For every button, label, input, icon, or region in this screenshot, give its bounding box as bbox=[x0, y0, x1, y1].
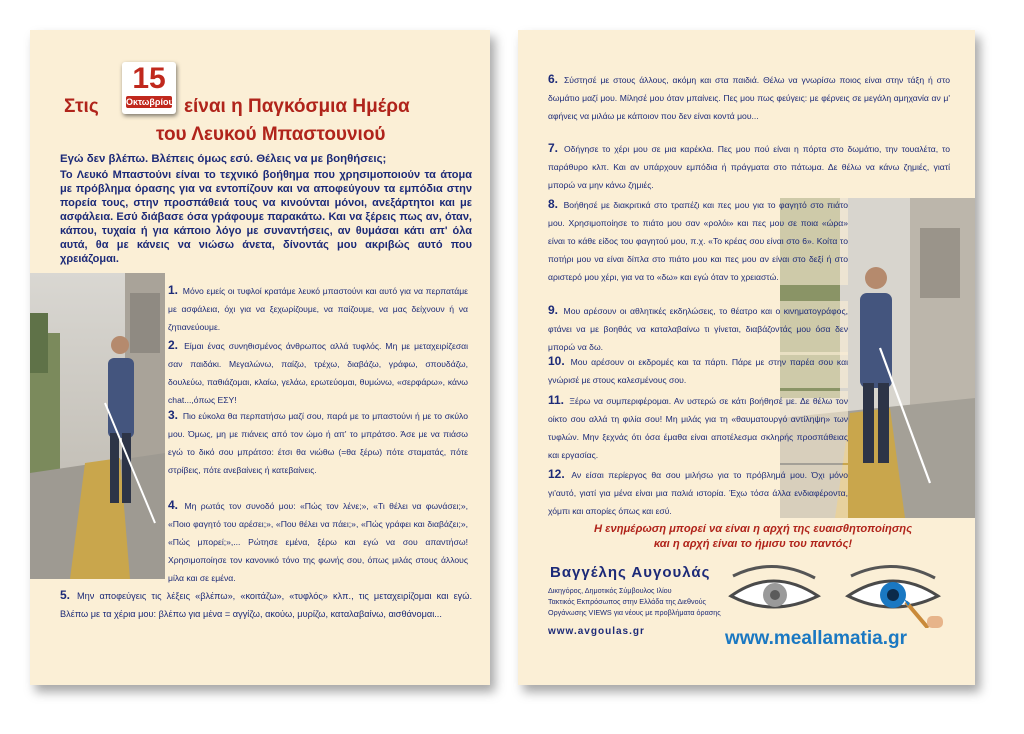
item-number: 7. bbox=[548, 141, 559, 155]
author-line-2: Τακτικός Εκπρόσωπος στην Ελλάδα της Διεθνούς bbox=[548, 597, 706, 606]
eyes-icon bbox=[723, 558, 963, 628]
item-number: 1. bbox=[168, 283, 179, 297]
right-item-9 bbox=[548, 301, 848, 355]
intro-question: Εγώ δεν βλέπω. Βλέπεις όμως εσύ. Θέλεις να με βοηθήσεις; bbox=[60, 153, 387, 165]
left-item-4 bbox=[168, 496, 468, 586]
author-line-1: Δικηγόρος, Δημοτικός Σύμβουλος Ιλίου bbox=[548, 586, 672, 595]
item-text: Είμαι ένας συνηθισμένος άνθρωπος αλλά τυφλός. Μη με μεταχειρίζεσαι σαν παιδάκι. Μεγαλώνω, παίζω, τρέχω, διαβάζω, γράφω, σπουδάζω, δουλεύω, παθιάζομαι, κλαίω, γελάω, ερωτεύομαι, θυμώνω, «σερφάρω», κάνω chat...,όπως ΕΣΥ! bbox=[168, 341, 469, 405]
item-text: Μην αποφεύγεις τις λέξεις «βλέπω», «κοιτάζω», «τυφλός» κλπ., τις μεταχειρίζομαι και εγώ. Βλέπω με τα χέρια μου: βλέπω για μένα = αγγίζω, ακούω, μυρίζω, καταλαβαίνω, αισθάνομαι... bbox=[60, 591, 472, 619]
right-item-10 bbox=[548, 352, 848, 388]
item-text: Αν είσαι περίεργος θα σου μιλήσω για το πρόβλημά μου. Όχι μόνο γι'αυτό, γιατί για μένα είναι μια παλιά ιστορία. Έχω τόσα άλλα ενδιαφέροντα, χόμπι και απορίες όπως και εσύ. bbox=[548, 470, 849, 516]
calendar-month: Οκτωβρίου bbox=[126, 97, 174, 107]
item-text: Μου αρέσουν οι εκδρομές και τα πάρτι. Πάρε με στην παρέα σου και γνώρισέ με στους καλεσμένους σου. bbox=[548, 357, 848, 385]
right-item-7 bbox=[548, 139, 950, 193]
left-page bbox=[30, 30, 490, 685]
right-page bbox=[518, 30, 975, 685]
right-item-6 bbox=[548, 70, 950, 124]
item-number: 10. bbox=[548, 354, 565, 368]
left-item-2 bbox=[168, 336, 468, 408]
quote-line-1: Η ενημέρωση μπορεί να είναι η αρχή της ευαισθητοποίησης bbox=[593, 523, 913, 535]
item-text: Βοήθησέ με διακριτικά στο τραπέζι και πες μου για το φαγητό στο πιάτο μου. Χρησιμοποίησε το πιάτο μου σαν «ρολόι» και πες μου σε ποια «ώρα» είναι το κάθε είδος του φαγητού μου, π.χ. «Το κρέας σου είναι στο 6». Κοίτα το ποτήρι μου να είναι δίπλα στο πιάτο μου και πες μου αν είναι στο δεξί ή στο αριστερό μου χέρι, για να το «δω» και εγώ όταν το χρειαστώ. bbox=[548, 200, 849, 282]
intro-body: Το Λευκό Μπαστούνι είναι το τεχνικό βοήθημα που χρησιμοποιούν τα άτομα με πρόβλημα όρασης για να εντοπίζουν και να αποφεύγουν τα εμπόδια στην πορεία τους, στην προσπάθειά τους να κινούνται μόνοι, ανεξάρτητοι και με ασφάλεια. Εσύ διάβασε όσα γράφουμε παρακάτω. Και να ξέρεις πως αν, όταν, κάπου, τυχαία ή για κάποιο λόγο με συναντήσεις, αν θυμάσαι κάτι απ' όλα αυτά, θα με κάνεις να νιώσω άνετα, δίνοντάς μου ακριβώς αυτό που χρειάζομαι. bbox=[60, 169, 472, 265]
item-number: 11. bbox=[548, 393, 565, 407]
author-block bbox=[548, 564, 748, 637]
right-item-12 bbox=[548, 465, 848, 519]
item-number: 6. bbox=[548, 72, 559, 86]
left-item-3 bbox=[168, 406, 468, 478]
man-with-white-cane-photo bbox=[30, 273, 165, 579]
calendar-day: 15 bbox=[132, 62, 166, 95]
item-number: 5. bbox=[60, 588, 71, 602]
quote-line-2: και η αρχή είναι το ήμισυ του παντός! bbox=[653, 538, 853, 550]
item-number: 3. bbox=[168, 408, 179, 422]
right-item-8 bbox=[548, 195, 848, 285]
left-item-1 bbox=[168, 281, 468, 335]
author-site-link[interactable]: www.avgoulas.gr bbox=[548, 626, 645, 637]
meallamatia-logo bbox=[723, 558, 963, 653]
item-number: 9. bbox=[548, 303, 559, 317]
item-text: Μόνο εμείς οι τυφλοί κρατάμε λευκό μπαστούνι και αυτό για να περπατάμε με ασφάλεια, όχι για να ξεχωρίζουμε, να παίζουμε, να μας δείχνουν ή να ζητιανεύουμε. bbox=[168, 286, 468, 332]
logo-url-link[interactable]: www.meallamatia.gr bbox=[725, 628, 907, 649]
item-text: Οδήγησε το χέρι μου σε μια καρέκλα. Πες μου πού είναι η πόρτα στο δωμάτιο, την τουαλέτα, το παράθυρο κλπ. Και αν υπάρχουν εμπόδια ή πράγματα στο πάτωμα. Δε θέλω να κάνω ζημιές, γιατί μπορώ να μην κάνω ζημιές. bbox=[548, 144, 950, 190]
item-text: Μου αρέσουν οι αθλητικές εκδηλώσεις, το θέατρο και ο κινηματογράφος, φτάνει να με βοηθάς να καταλαβαίνω τι γίνεται, διαβάζοντάς μου όσα δεν μπορώ να δω. bbox=[548, 306, 848, 352]
title-pre: Στις bbox=[64, 96, 99, 117]
item-text: Σύστησέ με στους άλλους, ακόμη και στα παιδιά. Θέλω να γνωρίσω ποιος είναι στην τάξη ή στο δωμάτιο μαζί μου. Μίλησέ μου όταν μπαίνεις. Πες μου πως φεύγεις: με φέρνεις σε μεγάλη αμηχανία αν μ' αφήνεις να μιλάω με κάποιον που δεν είναι κοντά μου... bbox=[548, 75, 951, 121]
author-line-3: Οργάνωσης VIEWS για νέους με προβλήματα όρασης bbox=[548, 608, 721, 617]
left-item-5 bbox=[60, 586, 472, 622]
item-text: Μη ρωτάς τον συνοδό μου: «Πώς τον λένε;», «Τι θέλει να φωνάσει;», «Ποιο φαγητό του αρέσει;», «Που θέλει να πάει;», «Πώς γράφει και διαβάζει;», «Πώς μπορεί;»,... Ρώτησε εμένα, ξέρω και εγώ να σου απαντήσω! Χρησιμοποίησε τον κανονικό τόνο της φωνής σου, όπως μιλάς στους άλλους μίλα και σε εμένα. bbox=[168, 501, 469, 583]
calendar-badge bbox=[122, 62, 176, 114]
item-text: Πιο εύκολα θα περπατήσω μαζί σου, παρά με το μπαστούνι ή με το σκύλο μου. Όμως, μη με πιάνεις από τον ώμο ή απ' το μπράτσο. Άσε με να πιάσω εγώ το δικό σου μπράτσο: έτσι θα νιώθω (=θα ξέρω) πότε σταματάς, πότε στρίβεις, πότε ανεβαίνεις ή κατεβαίνεις. bbox=[168, 411, 468, 475]
item-number: 8. bbox=[548, 197, 559, 211]
title-main: είναι η Παγκόσμια Ημέρα bbox=[184, 96, 410, 117]
closing-quote bbox=[548, 522, 958, 552]
item-number: 12. bbox=[548, 467, 565, 481]
title-line2: του Λευκού Μπαστουνιού bbox=[156, 124, 386, 145]
item-number: 4. bbox=[168, 498, 179, 512]
item-text: Ξέρω να συμπεριφέρομαι. Αν υστερώ σε κάτι βοήθησέ με. Δε θέλω τον οίκτο σου αλλά τη φιλία σου! Μη μιλάς για τη «θαυματουργό αντίληψη» των τυφλών. Μην ξεχνάς ότι όσα έμαθα είναι αποτέλεσμα σκληρής προσπάθειας και εργασίας. bbox=[548, 396, 848, 460]
right-item-11 bbox=[548, 391, 848, 463]
author-name: Βαγγέλης Αυγουλάς bbox=[550, 564, 711, 581]
item-number: 2. bbox=[168, 338, 179, 352]
